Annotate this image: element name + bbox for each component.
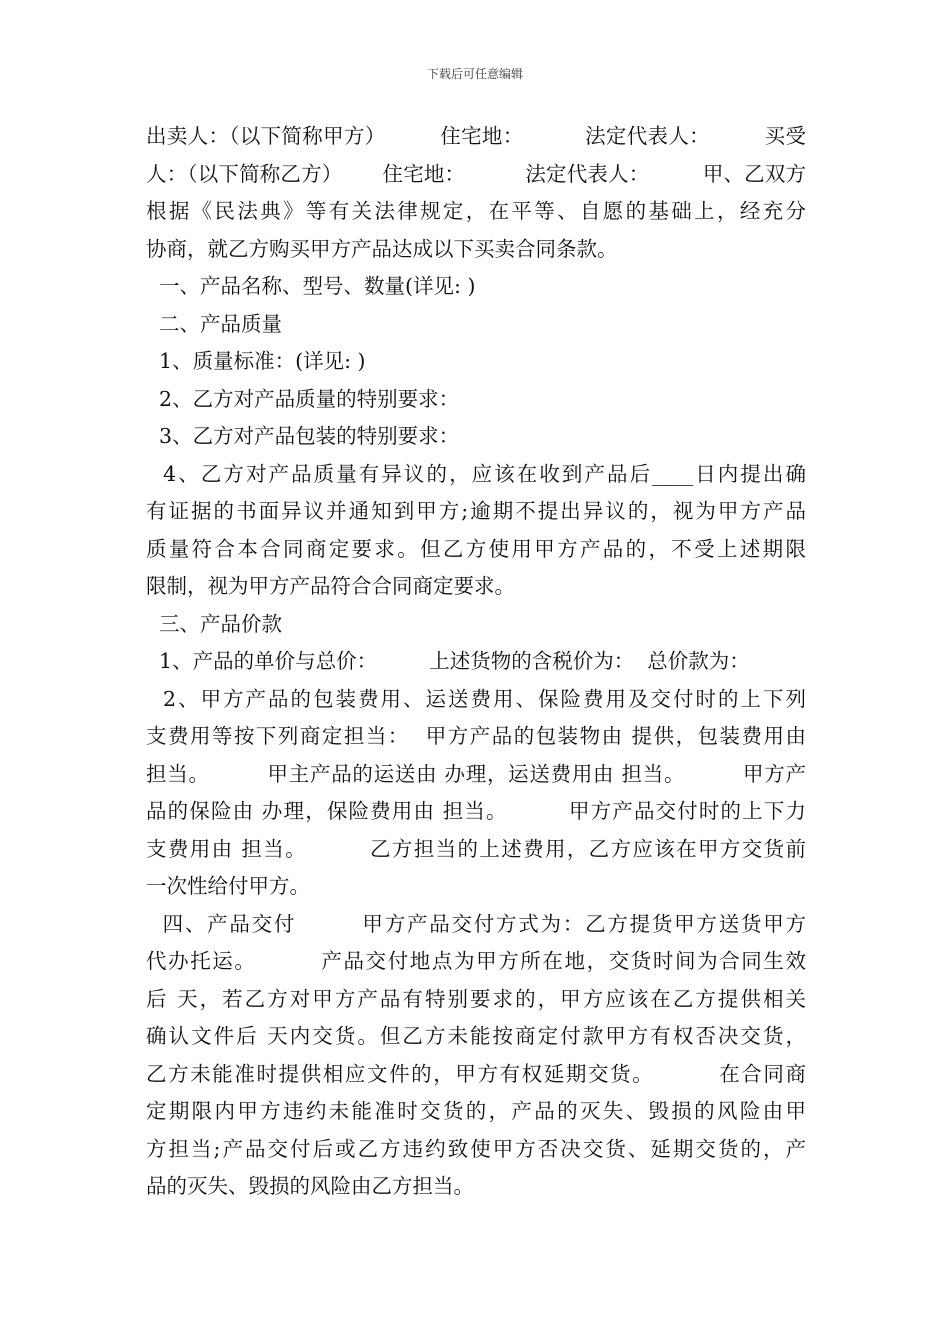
text-line: 四、产品交付 甲方产品交付方式为：乙方提货甲方送货甲方 [146, 911, 806, 936]
text-line: 支费用由 担当。 乙方担当的上述费用，乙方应该在甲方交货前 [146, 836, 806, 861]
text-line: 2、乙方对产品质量的特别要求： [146, 386, 460, 411]
text-line: 品的保险由 办理，保险费用由 担当。 甲方产品交付时的上下力 [146, 799, 806, 823]
text-line: 限制，视为甲方产品符合合同商定要求。 [146, 574, 515, 598]
text-line: 代办托运。 产品交付地点为甲方所在地，交货时间为合同生效 [146, 949, 806, 973]
text-line: 定期限内甲方违约未能准时交货的，产品的灭失、毁损的风险由甲 [146, 1099, 806, 1123]
text-line: 出卖人：（以下简称甲方） 住宅地： 法定代表人： 买受 [146, 124, 806, 148]
contract-body [146, 118, 806, 1206]
page-header: 下载后可任意编辑 [426, 67, 523, 81]
text-line: 乙方未能准时提供相应文件的，甲方有权延期交货。 在合同商 [146, 1061, 806, 1086]
text-line: 1、质量标准：(详见: ) [146, 349, 366, 373]
text-line: 后 天，若乙方对甲方产品有特别要求的，甲方应该在乙方提供相关 [146, 986, 806, 1011]
text-line: 协商，就乙方购买甲方产品达成以下买卖合同条款。 [146, 236, 618, 261]
text-line: 质量符合本合同商定要求。但乙方使用甲方产品的，不受上述期限 [146, 536, 806, 561]
text-line: 一、产品名称、型号、数量(详见: ) [146, 274, 476, 298]
text-line: 方担当;产品交付后或乙方违约致使甲方否决交货、延期交货的，产 [146, 1136, 806, 1161]
text-line: 人：（以下简称乙方） 住宅地： 法定代表人： 甲、乙双方 [146, 161, 806, 186]
text-line: 支费用等按下列商定担当： 甲方产品的包装物由 提供，包装费用由 [146, 724, 806, 748]
text-line: 有证据的书面异议并通知到甲方;逾期不提出异议的，视为甲方产品 [146, 499, 806, 523]
text-line: 三、产品价款 [146, 611, 283, 636]
text-line: 确认文件后 天内交货。但乙方未能按商定付款甲方有权否决交货， [146, 1024, 806, 1048]
text-line: 1、产品的单价与总价： 上述货物的含税价为： 总价款为： [146, 649, 750, 673]
text-line: 品的灭失、毁损的风险由乙方担当。 [146, 1174, 474, 1198]
text-line: 3、乙方对产品包装的特别要求： [146, 424, 460, 448]
text-line: 根据《民法典》等有关法律规定，在平等、自愿的基础上，经充分 [146, 199, 806, 223]
text-line: 4、乙方对产品质量有异议的，应该在收到产品后____日内提出确 [146, 461, 806, 486]
text-line: 二、产品质量 [146, 311, 283, 336]
text-line: 担当。 甲主产品的运送由 办理，运送费用由 担当。 甲方产 [146, 761, 806, 786]
text-line: 2、甲方产品的包装费用、运送费用、保险费用及交付时的上下列 [146, 686, 806, 711]
text-line: 一次性给付甲方。 [146, 874, 310, 898]
